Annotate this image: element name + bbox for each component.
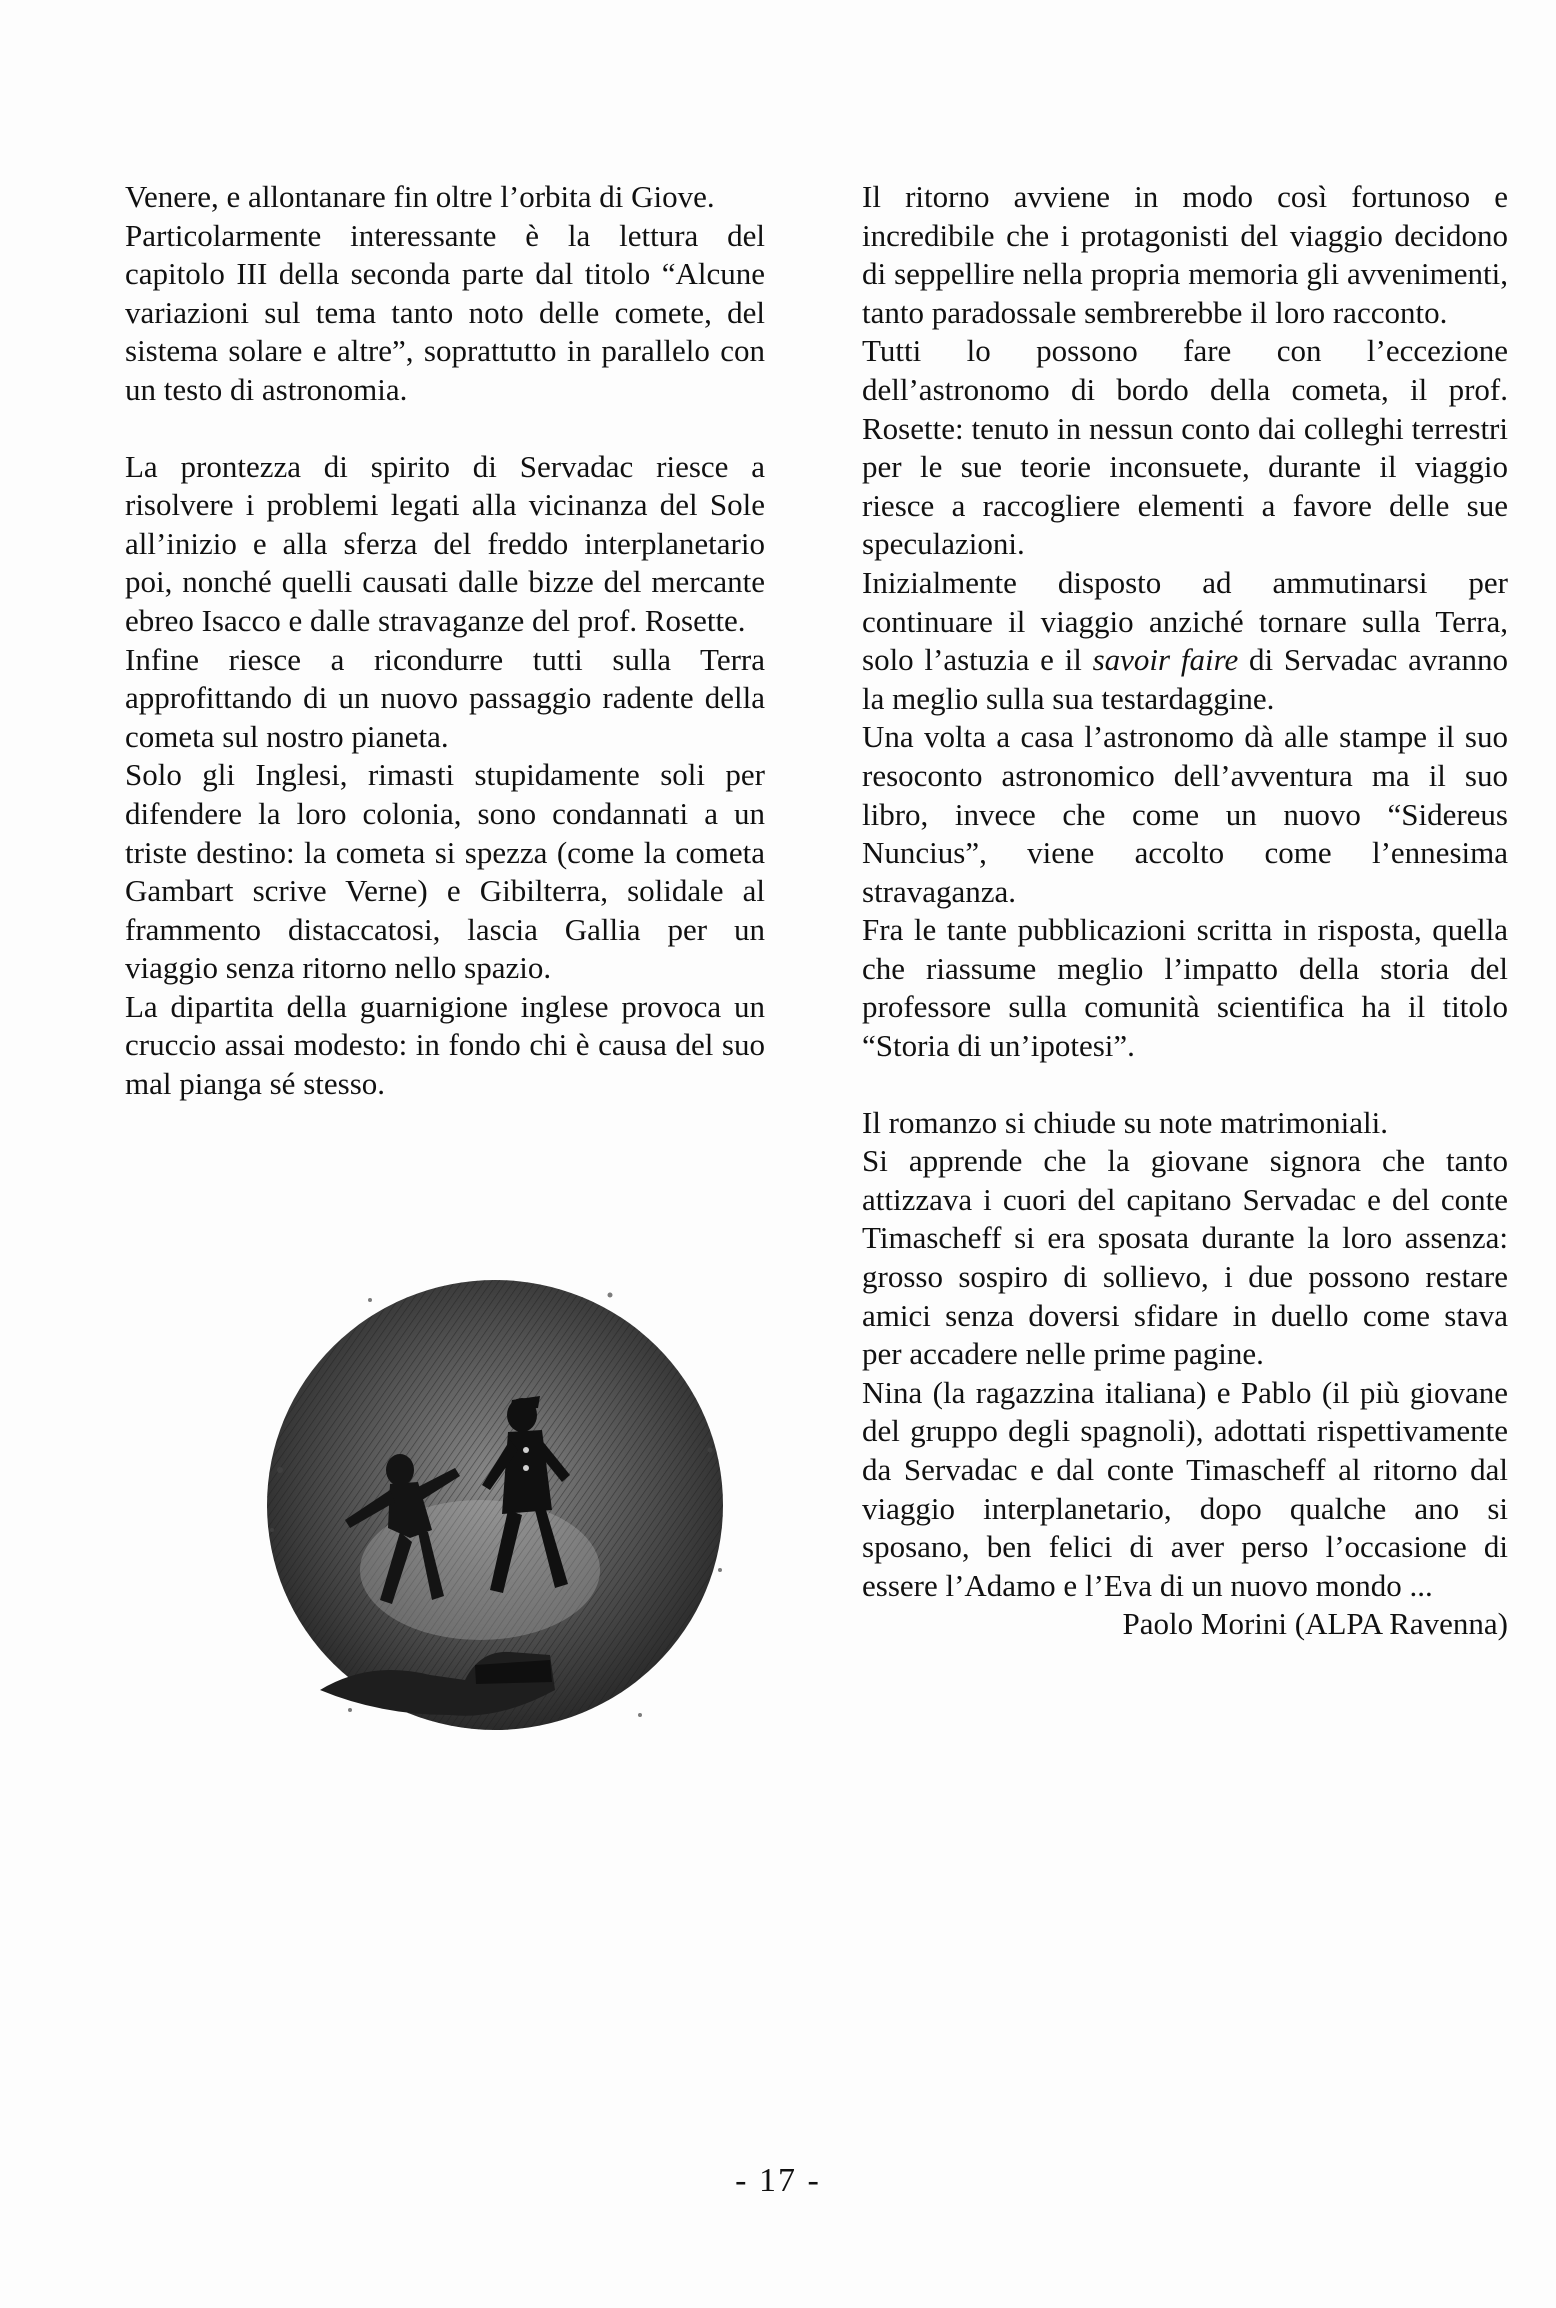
right-paragraph-3 <box>862 564 1508 718</box>
left-paragraph-5: Solo gli Inglesi, rimasti stupidamente soli per difendere la loro colonia, sono condannati a un triste destino: la cometa si spezza (come la cometa Gambart scrive Verne) e Gibilterra, solidale al frammento distaccatosi, lascia Gallia per un viaggio senza ritorno nello spazio. <box>125 757 765 986</box>
left-paragraph-3: La prontezza di spirito di Servadac riesce a risolvere i problemi legati alla vicinanza del Sole all’inizio e alla sferza del freddo interplanetario poi, nonché quelli causati dalle bizze del mercante ebreo Isacco e dalle stravaganze del prof. Rosette. <box>125 448 765 638</box>
left-paragraph-4: Infine riesce a ricondurre tutti sulla Terra approfittando di un nuovo passaggio radente della cometa sul nostro pianeta. <box>125 641 765 754</box>
left-paragraph-2: Particolarmente interessante è la lettura del capitolo III della seconda parte dal titolo “Alcune variazioni sul tema tanto noto delle comete, del sistema solare e altre”, soprattutto in parallelo con un testo di astronomia. <box>125 217 765 407</box>
left-paragraph-6: La dipartita della guarnigione inglese provoca un cruccio assai modesto: in fondo chi è causa del suo mal pianga sé stesso. <box>125 988 765 1102</box>
right-paragraph-6: Il romanzo si chiude su note matrimoniali. <box>862 1104 1389 1140</box>
right-paragraph-3-end: di Servadac avranno la meglio sulla sua testardaggine. <box>862 642 1509 716</box>
right-paragraph-8: Nina (la ragazzina italiana) e Pablo (il più giovane del gruppo degli spagnoli), adottati rispettivamente da Servadac e dal conte Timascheff al ritorno dal viaggio interplanetario, dopo qualche ano si sposano, ben felici di aver perso l’occasione di essere l’Adamo e l’Eva di un nuovo mondo ... <box>862 1374 1508 1603</box>
left-paragraph-1: Venere, e allontanare fin oltre l’orbita di Giove. <box>125 179 715 214</box>
right-paragraph-1: Il ritorno avviene in modo così fortunoso e incredibile che i protagonisti del viaggio decidono di seppellire nella propria memoria gli avvenimenti, tanto paradossale sembrerebbe il loro racconto. <box>862 179 1508 330</box>
right-paragraph-5: Fra le tante pubblicazioni scritta in risposta, quella che riassume meglio l’impatto della storia del professore sulla comunità scientifica ha il titolo “Storia di un’ipotesi”. <box>862 912 1508 1064</box>
right-paragraph-3-start: Inizialmente disposto ad ammutinarsi per continuare il viaggio anziché tornare sulla Terra, solo l’astuzia e il <box>862 564 1508 678</box>
right-paragraph-2: Tutti lo possono fare con l’eccezione dell’astronomo di bordo della cometa, il prof. Rosette: tenuto in nessun conto dai colleghi terrestri per le sue teorie inconsuete, durante il viaggio riesce a raccogliere elementi a favore delle sue speculazioni. <box>862 333 1508 562</box>
right-paragraph-4: Una volta a casa l’astronomo dà alle stampe il suo resoconto astronomico dell’avventura ma il suo libro, invece che come un nuovo “Sidereus Nuncius”, viene accolto come l’ennesima stravaganza. <box>862 719 1508 909</box>
right-paragraph-7: Si apprende che la giovane signora che tanto attizzava i cuori del capitano Servadac e del conte Timascheff si era sposata durante la loro assenza: grosso sospiro di sollievo, i due possono restare amici senza doversi sfidare in duello come stava per accadere nelle prime pagine. <box>862 1143 1508 1372</box>
right-column <box>862 178 1508 1644</box>
left-column <box>125 178 765 1104</box>
engraving-illustration-icon <box>250 1270 760 1760</box>
italic-phrase: savoir faire <box>1092 642 1239 678</box>
page-number: - 17 - <box>735 2162 821 2199</box>
author-signature: Paolo Morini (ALPA Ravenna) <box>1122 1606 1508 1642</box>
